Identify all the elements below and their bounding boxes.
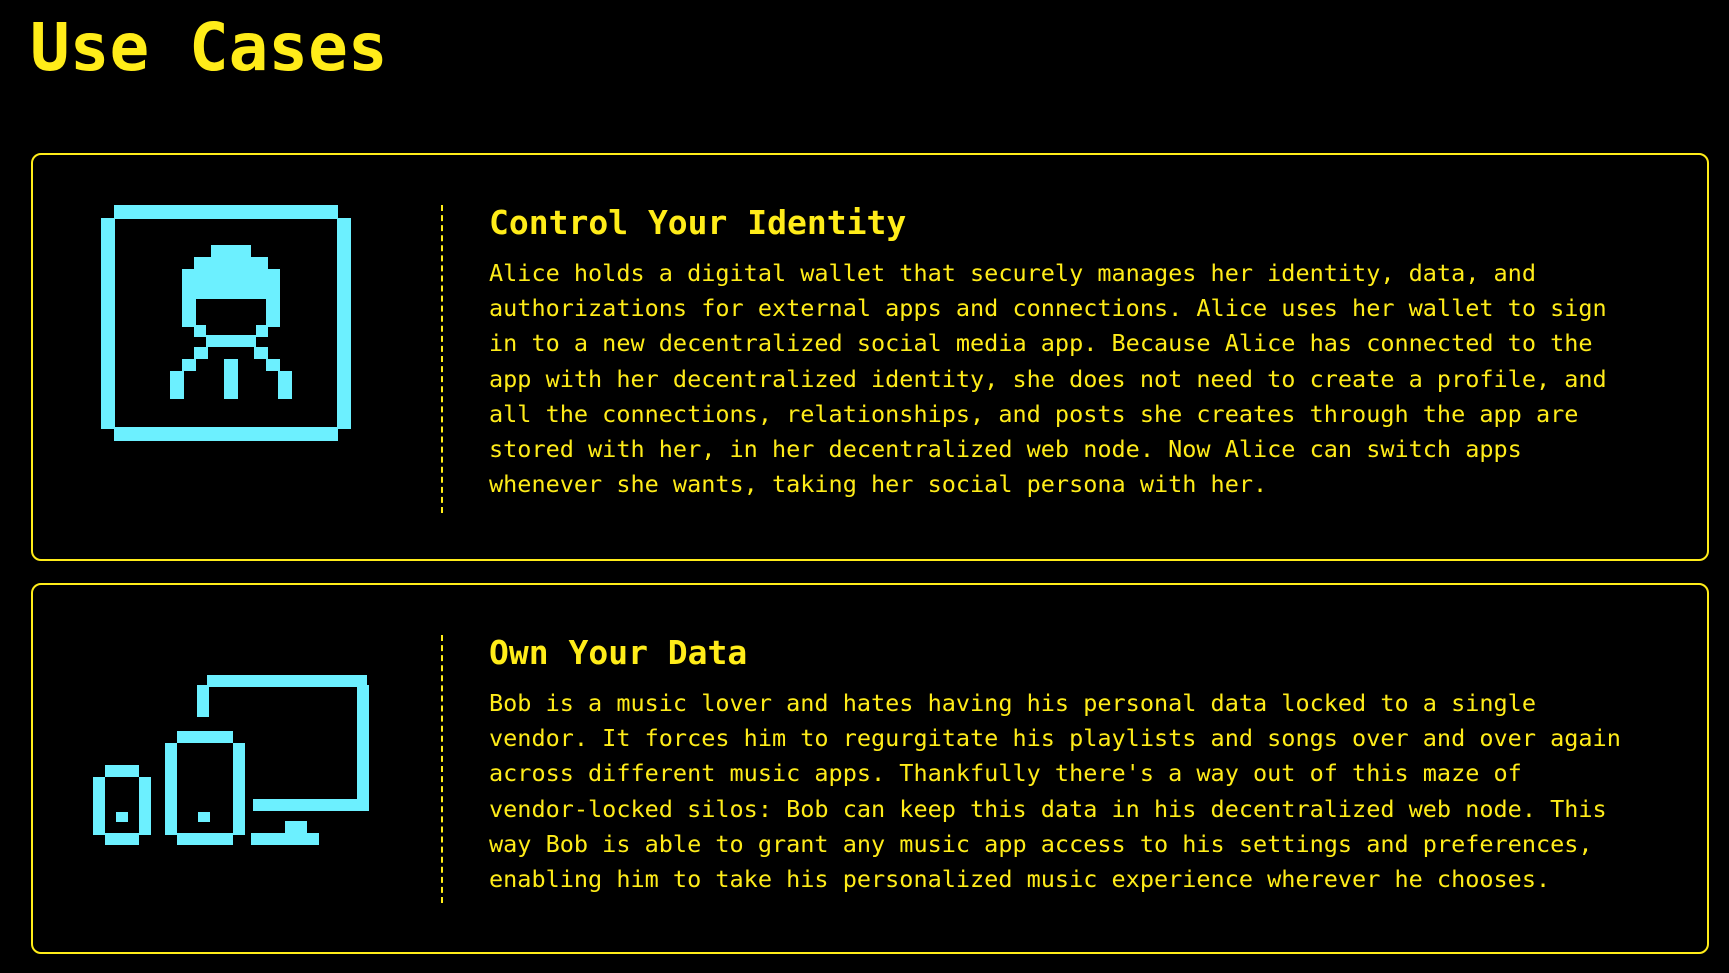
card-heading: Control Your Identity (489, 203, 907, 242)
card-heading: Own Your Data (489, 633, 748, 672)
card-content (489, 632, 1687, 897)
use-case-card-data (31, 583, 1709, 954)
card-divider (441, 635, 443, 903)
identity-portrait-icon (101, 205, 351, 441)
card-description: Alice holds a digital wallet that securely manages her identity, data, and authorizations for external apps and connections. Alice uses her wallet to sign in to a new decentralized social media app. Because Alice has connected to the app with her decentralized identity, she does not need to create a profile, and all the connections, relationships, and posts she creates through the app are stored with her, in her decentralized web node. Now Alice can switch apps whenever she wants, taking her social persona with her. (489, 259, 1607, 499)
card-content (489, 202, 1687, 502)
card-description: Bob is a music lover and hates having his personal data locked to a single vendor. It forces him to regurgitate his playlists and songs over and over again across different music apps. Thankfully there's a way out of this maze of vendor-locked silos: Bob can keep this data in his decentralized web node. This way Bob is able to grant any music app access to his settings and preferences, enabling him to take his personalized music experience wherever he chooses. (489, 689, 1621, 894)
devices-icon (93, 675, 383, 865)
page-title: Use Cases (30, 9, 388, 86)
card-divider (441, 205, 443, 513)
use-case-card-identity (31, 153, 1709, 561)
